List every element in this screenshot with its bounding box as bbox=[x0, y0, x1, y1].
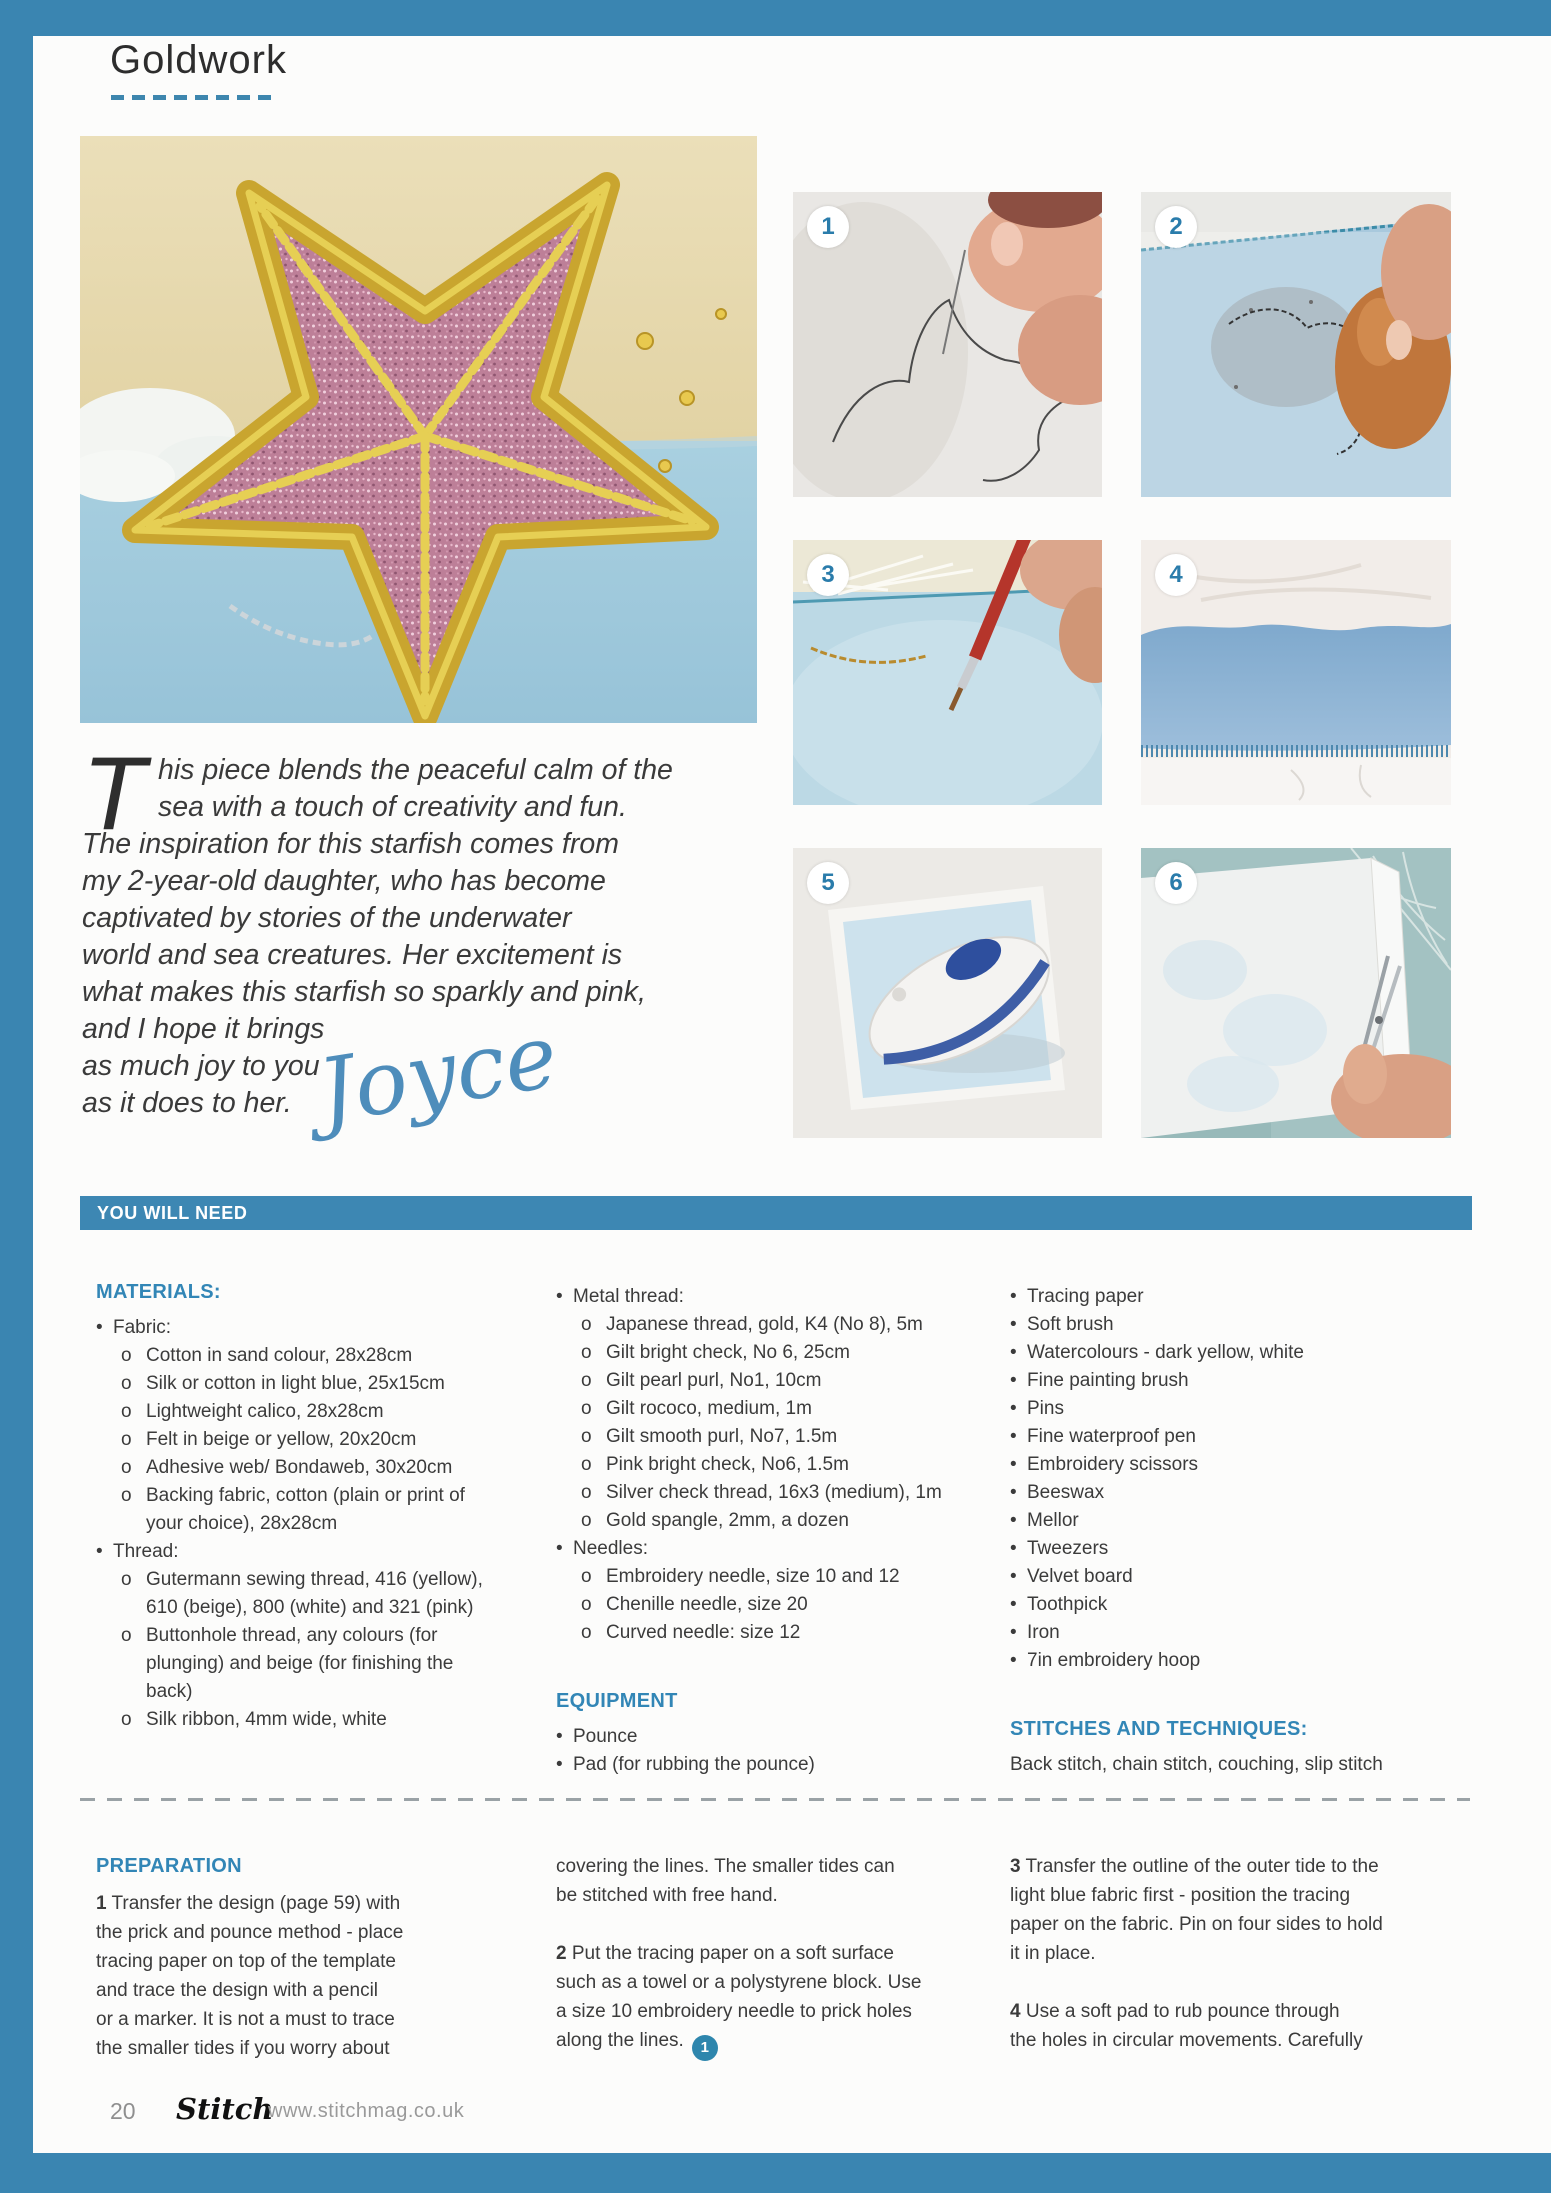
step-photo-2 bbox=[1141, 192, 1451, 497]
footer-magazine-logo: Stitch bbox=[176, 2092, 274, 2126]
list-item: o Curved needle: size 12 bbox=[556, 1619, 996, 1647]
list-item: o Gilt smooth purl, No7, 1.5m bbox=[556, 1423, 996, 1451]
step-badge-5: 5 bbox=[807, 862, 849, 904]
step-text: and trace the design with a pencil bbox=[96, 1980, 379, 2001]
threads-needles-column bbox=[556, 1283, 996, 1779]
list-item: • Needles: bbox=[556, 1535, 996, 1563]
intro-line: as much joy to you bbox=[82, 1050, 320, 1082]
equipment-heading: EQUIPMENT bbox=[556, 1690, 678, 1712]
list-item: • Pounce bbox=[556, 1723, 996, 1751]
step-badge-1: 1 bbox=[807, 206, 849, 248]
step-text: paper on the fabric. Pin on four sides to hold bbox=[1010, 1914, 1383, 1935]
list-item: o Gilt bright check, No 6, 25cm bbox=[556, 1339, 996, 1367]
step-3-paragraph bbox=[1010, 1852, 1470, 1968]
materials-heading: MATERIALS: bbox=[96, 1281, 221, 1303]
preparation-column-2 bbox=[556, 1852, 976, 2090]
step-1-continued-paragraph bbox=[556, 1852, 976, 1910]
step-text: along the lines. bbox=[556, 2030, 684, 2051]
step-number: 2 bbox=[556, 1943, 567, 1964]
list-item: o Silver check thread, 16x3 (medium), 1m bbox=[556, 1479, 996, 1507]
list-item: • 7in embroidery hoop bbox=[1010, 1647, 1470, 1675]
step-photo-4 bbox=[1141, 540, 1451, 805]
step-text: it in place. bbox=[1010, 1943, 1096, 1964]
list-item: o Cotton in sand colour, 28x28cm bbox=[96, 1342, 496, 1370]
step-text: or a marker. It is not a must to trace bbox=[96, 2009, 395, 2030]
step-text: light blue fabric first - position the tracing bbox=[1010, 1885, 1351, 1906]
intro-line: and I hope it brings bbox=[82, 1013, 325, 1045]
starfish-embroidery-illustration bbox=[80, 136, 757, 723]
preparation-heading: PREPARATION bbox=[96, 1855, 242, 1877]
list-item: o Backing fabric, cotton (plain or print of your choice), 28x28cm bbox=[96, 1482, 496, 1538]
step-number: 4 bbox=[1010, 2001, 1021, 2022]
step-photo-5 bbox=[793, 848, 1102, 1138]
stitches-heading: STITCHES AND TECHNIQUES: bbox=[1010, 1718, 1308, 1740]
title-dashed-underline bbox=[111, 95, 271, 100]
step-text: the smaller tides if you worry about bbox=[96, 2038, 390, 2059]
list-item: • Embroidery scissors bbox=[1010, 1451, 1470, 1479]
step-badge-6: 6 bbox=[1155, 862, 1197, 904]
preparation-column-1 bbox=[96, 1852, 476, 2092]
step-number: 1 bbox=[96, 1893, 107, 1914]
list-item: • Iron bbox=[1010, 1619, 1470, 1647]
intro-line: The inspiration for this starfish comes from bbox=[82, 828, 619, 860]
preparation-column-3 bbox=[1010, 1852, 1470, 2084]
step-text: Transfer the outline of the outer tide to the bbox=[1025, 1856, 1379, 1877]
list-item: o Embroidery needle, size 10 and 12 bbox=[556, 1563, 996, 1591]
list-item: • Toothpick bbox=[1010, 1591, 1470, 1619]
intro-line: sea with a touch of creativity and fun. bbox=[158, 791, 627, 823]
step-photo-1 bbox=[793, 192, 1102, 497]
intro-line: my 2-year-old daughter, who has become bbox=[82, 865, 606, 897]
photo-reference-badge: 1 bbox=[692, 2035, 718, 2061]
intro-drop-cap: T bbox=[82, 736, 146, 852]
page-border-top bbox=[0, 0, 1551, 36]
list-item: • Beeswax bbox=[1010, 1479, 1470, 1507]
step-badge-3: 3 bbox=[807, 554, 849, 596]
list-item: • Watercolours - dark yellow, white bbox=[1010, 1339, 1470, 1367]
step-text: Put the tracing paper on a soft surface bbox=[571, 1943, 894, 1964]
list-item: o Chenille needle, size 20 bbox=[556, 1591, 996, 1619]
list-item: • Fabric: bbox=[96, 1314, 496, 1342]
list-item: o Adhesive web/ Bondaweb, 30x20cm bbox=[96, 1454, 496, 1482]
list-item: o Silk ribbon, 4mm wide, white bbox=[96, 1706, 496, 1734]
step-text: the holes in circular movements. Carefully bbox=[1010, 2030, 1363, 2051]
you-will-need-banner: YOU WILL NEED bbox=[80, 1196, 1472, 1230]
intro-line: what makes this starfish so sparkly and pink, bbox=[82, 976, 646, 1008]
list-item: • Metal thread: bbox=[556, 1283, 996, 1311]
page-border-bottom bbox=[0, 2153, 1551, 2193]
list-item: o Japanese thread, gold, K4 (No 8), 5m bbox=[556, 1311, 996, 1339]
list-item: o Silk or cotton in light blue, 25x15cm bbox=[96, 1370, 496, 1398]
list-item: o Felt in beige or yellow, 20x20cm bbox=[96, 1426, 496, 1454]
list-item: o Gilt pearl purl, No1, 10cm bbox=[556, 1367, 996, 1395]
list-item: • Pad (for rubbing the pounce) bbox=[556, 1751, 996, 1779]
intro-line: captivated by stories of the underwater bbox=[82, 902, 572, 934]
intro-line: his piece blends the peaceful calm of the bbox=[158, 754, 673, 786]
step-text: covering the lines. The smaller tides can bbox=[556, 1856, 895, 1877]
stitches-list: Back stitch, chain stitch, couching, slip stitch bbox=[1010, 1754, 1383, 1775]
list-item: • Fine painting brush bbox=[1010, 1367, 1470, 1395]
step-badge-4: 4 bbox=[1155, 554, 1197, 596]
list-item: o Buttonhole thread, any colours (for plunging) and beige (for finishing the back) bbox=[96, 1622, 496, 1706]
step-text: the prick and pounce method - place bbox=[96, 1922, 404, 1943]
list-item: o Gutermann sewing thread, 416 (yellow), 610 (beige), 800 (white) and 321 (pink) bbox=[96, 1566, 496, 1622]
author-signature: Joyce bbox=[311, 1003, 564, 1144]
intro-line: as it does to her. bbox=[82, 1087, 292, 1119]
list-item: • Mellor bbox=[1010, 1507, 1470, 1535]
intro-line: world and sea creatures. Her excitement is bbox=[82, 939, 623, 971]
footer-page-number: 20 bbox=[110, 2098, 136, 2124]
list-item: o Gold spangle, 2mm, a dozen bbox=[556, 1507, 996, 1535]
step-text: Use a soft pad to rub pounce through bbox=[1025, 2001, 1340, 2022]
page-title: Goldwork bbox=[110, 38, 287, 82]
step-text: Transfer the design (page 59) with bbox=[111, 1893, 401, 1914]
list-item: • Pins bbox=[1010, 1395, 1470, 1423]
list-item: o Pink bright check, No6, 1.5m bbox=[556, 1451, 996, 1479]
dashed-divider bbox=[80, 1798, 1470, 1801]
step-4-paragraph bbox=[1010, 1997, 1470, 2055]
step-number: 3 bbox=[1010, 1856, 1021, 1877]
list-item: o Lightweight calico, 28x28cm bbox=[96, 1398, 496, 1426]
list-item: • Thread: bbox=[96, 1538, 496, 1566]
step-text: be stitched with free hand. bbox=[556, 1885, 778, 1906]
step-text: tracing paper on top of the template bbox=[96, 1951, 396, 1972]
step-photo-3 bbox=[793, 540, 1102, 805]
list-item: • Tweezers bbox=[1010, 1535, 1470, 1563]
list-item: • Tracing paper bbox=[1010, 1283, 1470, 1311]
tools-column bbox=[1010, 1283, 1470, 1779]
hero-photo-starfish-embroidery bbox=[80, 136, 757, 723]
list-item: o Gilt rococo, medium, 1m bbox=[556, 1395, 996, 1423]
step-badge-2: 2 bbox=[1155, 206, 1197, 248]
step-photo-6 bbox=[1141, 848, 1451, 1138]
footer-website-url: www.stitchmag.co.uk bbox=[268, 2100, 465, 2122]
page-border-left bbox=[0, 0, 33, 2193]
list-item: • Soft brush bbox=[1010, 1311, 1470, 1339]
materials-column bbox=[96, 1278, 496, 1734]
step-2-paragraph bbox=[556, 1939, 976, 2061]
step-1-paragraph bbox=[96, 1889, 476, 2063]
list-item: • Fine waterproof pen bbox=[1010, 1423, 1470, 1451]
step-text: such as a towel or a polystyrene block. Use bbox=[556, 1972, 922, 1993]
list-item: • Velvet board bbox=[1010, 1563, 1470, 1591]
step-text: a size 10 embroidery needle to prick holes bbox=[556, 2001, 912, 2022]
